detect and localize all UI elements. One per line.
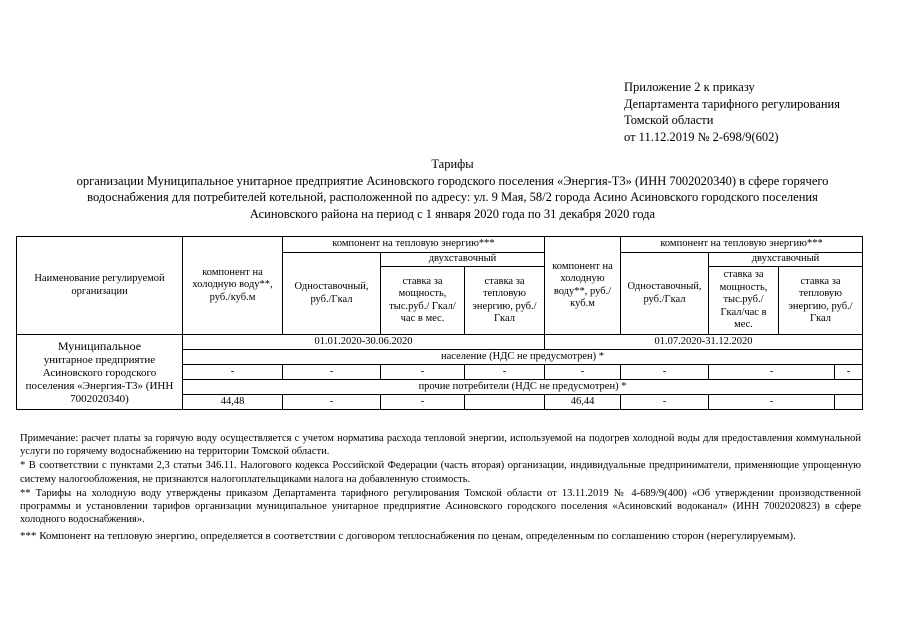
note-vat: * В соответствии с пунктами 2,3 статьи 346.11. Налогового кодекса Российской Федерации (часть вторая) организации, индивидуальные предприниматели, применяющие упрощенную систему налогообложения, не признаются налогоплательщиками налога на добавленную стоимость.: [20, 460, 861, 485]
appendix-line: Приложение 2 к приказу: [624, 80, 755, 94]
title-line: водоснабжения для потребителей котельной, расположенной по адресу: ул. 9 Мая, 58/2 города Асино Асиновского городского поселения: [87, 190, 818, 204]
header-heat-component-2: компонент на тепловую энергию***: [621, 237, 863, 253]
appendix-block: [624, 79, 840, 145]
title-line: Асиновского района на период с 1 января 2020 года по 31 декабря 2020 года: [249, 206, 656, 221]
table-cell: -: [465, 365, 545, 380]
others-row-label: прочие потребители (НДС не предусмотрен) *: [183, 380, 863, 395]
note-main: Примечание: расчет платы за горячую воду осуществляется с учетом норматива расхода тепловой энергии, используемой на подогрев холодной воды для предоставления коммунальной услуги по горячему водоснабжению на территории Томской области.: [20, 433, 861, 458]
header-one-rate-1: Одноставочный, руб./Гкал: [283, 253, 381, 335]
table-cell: -: [835, 365, 863, 380]
header-one-rate-2: Одноставочный, руб./Гкал: [621, 253, 709, 335]
org-name-first-line: Муниципальное: [57, 338, 142, 353]
header-energy-rate-2: ставка за тепловую энергию, руб./Гкал: [779, 267, 863, 335]
table-cell: -: [621, 365, 709, 380]
table-cell: [835, 395, 863, 410]
note-cold-water: ** Тарифы на холодную воду утверждены приказом Департамента тарифного регулирования Томской области от 13.11.2019 № 4-689/9(400) «Об утверждении производственной программы и установлении тарифов организации муниципальное унитарное предприятие Асиновского городского поселения «Асиновский водоканал» (ИНН 7002020823) в сфере холодного водоснабжения».: [20, 487, 861, 526]
header-capacity-rate-2: ставка за мощность, тыс.руб./ Гкал/час в мес.: [709, 267, 779, 335]
tariff-table: [16, 236, 863, 410]
header-two-rate-1: двухставочный: [381, 253, 545, 267]
org-name-rest: унитарное предприятие Асиновского городского поселения «Энергия-Т3» (ИНН 7002020340): [25, 353, 174, 405]
table-cell: -: [621, 395, 709, 410]
appendix-line: от 11.12.2019 № 2-698/9(602): [624, 129, 779, 144]
period-first-half: 01.01.2020-30.06.2020: [183, 335, 545, 350]
title-line: организации Муниципальное унитарное предприятие Асиновского городского поселения «Энергия-Т3» (ИНН 7002020340) в сфере горячего: [76, 173, 829, 188]
table-cell: -: [381, 395, 465, 410]
org-cell: [17, 335, 183, 410]
note-heat-component: *** Компонент на тепловую энергию, определяется в соответствии с договором теплоснабжения по ценам, определенным по соглашению сторон (нерегулируемым).: [20, 530, 796, 543]
table-cell: -: [183, 365, 283, 380]
notes-block: [20, 432, 861, 544]
appendix-line: Департамента тарифного регулирования: [624, 96, 840, 111]
header-org-name: Наименование регулируемой организации: [17, 237, 183, 335]
header-cold-water-1: компонент на холодную воду**, руб./куб.м: [183, 237, 283, 335]
header-two-rate-2: двухставочный: [709, 253, 863, 267]
period-second-half: 01.07.2020-31.12.2020: [545, 335, 863, 350]
table-cell: -: [545, 365, 621, 380]
document-title: [20, 156, 885, 222]
header-energy-rate-1: ставка за тепловую энергию, руб./Гкал: [465, 267, 545, 335]
table-cell: -: [381, 365, 465, 380]
title-heading: Тарифы: [431, 157, 474, 171]
table-cell: -: [709, 365, 835, 380]
population-row-label: население (НДС не предусмотрен) *: [183, 350, 863, 365]
table-cell: [465, 395, 545, 410]
table-cell: -: [709, 395, 835, 410]
appendix-line: Томской области: [624, 113, 714, 127]
header-heat-component-1: компонент на тепловую энергию***: [283, 237, 545, 253]
header-capacity-rate-1: ставка за мощность, тыс.руб./ Гкал/час в мес.: [381, 267, 465, 335]
table-cell: -: [283, 395, 381, 410]
table-cell: 44,48: [183, 395, 283, 410]
table-cell: 46,44: [545, 395, 621, 410]
table-cell: -: [283, 365, 381, 380]
header-cold-water-2: компонент на холодную воду**, руб./куб.м: [545, 237, 621, 335]
